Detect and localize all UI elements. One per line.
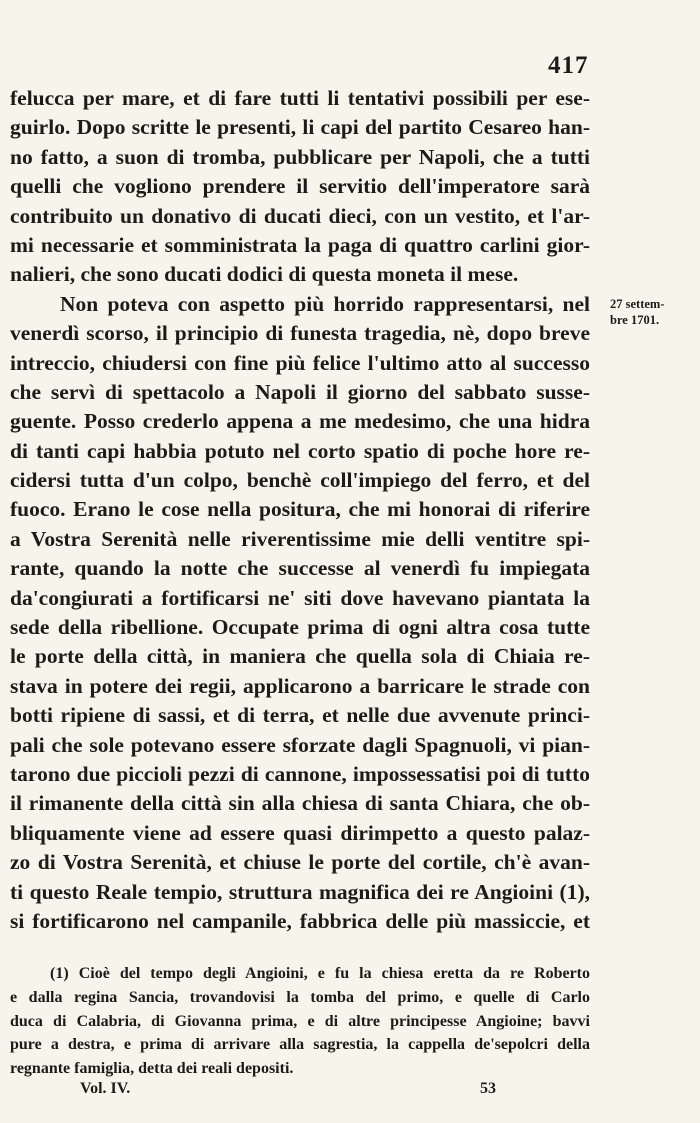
text-line: contribuito un donativo di ducati dieci, con un vestito, et l'ar-: [10, 203, 590, 228]
text-line: botti ripiene di sassi, et di terra, et nelle due avvenute princi-: [10, 703, 590, 728]
text-line: si fortificarono nel campanile, fabbrica delle più massiccie, et: [10, 908, 590, 933]
text-line: a Vostra Serenità nelle riverentissime mie delli ventitre spi-: [10, 526, 590, 551]
main-text: [10, 84, 590, 936]
footnote-line: e dalla regina Sancia, trovandovisi la tomba del primo, e quelle di Carlo: [10, 988, 590, 1006]
text-line: tarono due piccioli pezzi di cannone, impossessatisi poi di tutto: [10, 761, 590, 786]
text-line: sede della ribellione. Occupate prima di ogni altra cosa tutte: [10, 615, 590, 640]
text-line: stava in potere dei regii, applicarono a barricare le strade con: [10, 673, 590, 698]
text-line: guente. Posso crederlo appena a me medesimo, che una hidra: [10, 409, 590, 434]
footnote-line: duca di Calabria, di Giovanna prima, e di altre principesse Angioine; bavvi: [10, 1012, 590, 1030]
margin-note-line: bre 1701.: [610, 313, 660, 327]
text-line: intreccio, chiudersi con fine più felice l'ultimo atto al successo: [10, 350, 590, 375]
volume-label: Vol. IV.: [80, 1080, 131, 1097]
text-line: nalieri, che sono ducati dodici di questa moneta il mese.: [10, 262, 519, 287]
page-number: 417: [548, 52, 589, 79]
text-line: mi necessarie et somministrata la paga di quattro carlini gior-: [10, 232, 590, 257]
text-line: cidersi tutta d'un colpo, benchè coll'impiego del ferro, et del: [10, 468, 590, 493]
text-line: il rimanente della città sin alla chiesa di santa Chiara, che ob-: [10, 791, 590, 816]
text-line: rante, quando la notte che successe al venerdì fu impiegata: [10, 556, 590, 581]
text-line: di tanti capi habbia potuto nel corto spatio di poche hore re-: [10, 438, 590, 463]
footnote-line: pure a destra, e prima di arrivare alla sagrestia, la cappella de'sepolcri della: [10, 1036, 590, 1054]
text-line: Non poteva con aspetto più horrido rappresentarsi, nel: [60, 291, 590, 316]
page-footer: [10, 1080, 590, 1102]
margin-note-date: [610, 296, 696, 328]
text-line: pali che sole potevano essere sforzate dagli Spagnuoli, vi pian-: [10, 732, 590, 757]
text-line: felucca per mare, et di fare tutti li tentativi possibili per ese-: [10, 86, 590, 110]
text-line: ti questo Reale tempio, struttura magnifica dei re Angioini (1),: [10, 879, 590, 904]
text-line: zo di Vostra Serenità, et chiuse le porte del cortile, ch'è avan-: [10, 850, 590, 875]
footnotes: [10, 962, 590, 1081]
text-line: venerdì scorso, il principio di funesta tragedia, nè, dopo breve: [10, 321, 590, 346]
text-line: no fatto, a suon di tromba, pubblicare per Napoli, che a tutti: [10, 144, 590, 169]
text-line: da'congiurati a fortificarsi ne' siti dove havevano piantata la: [10, 585, 590, 610]
text-line: fuoco. Erano le cose nella positura, che mi honorai di riferire: [10, 497, 590, 522]
text-line: quelli che vogliono prendere il servitio dell'imperatore sarà: [10, 174, 590, 199]
text-line: che servì di spettacolo a Napoli il giorno del sabbato susse-: [10, 379, 590, 404]
margin-note-line: 27 settem-: [610, 297, 665, 311]
signature-mark: 53: [480, 1080, 496, 1097]
text-line: le porte della città, in maniera che quella sola di Chiaia re-: [10, 644, 590, 669]
text-line: guirlo. Dopo scritte le presenti, li capi del partito Cesareo han-: [10, 115, 590, 140]
footnote-line: regnante famiglia, detta dei reali depositi.: [10, 1060, 294, 1078]
footnote-line: (1) Cioè del tempo degli Angioini, e fu la chiesa eretta da re Roberto: [50, 965, 590, 982]
text-line: bliquamente viene ad essere quasi dirimpetto a questo palaz-: [10, 820, 590, 845]
